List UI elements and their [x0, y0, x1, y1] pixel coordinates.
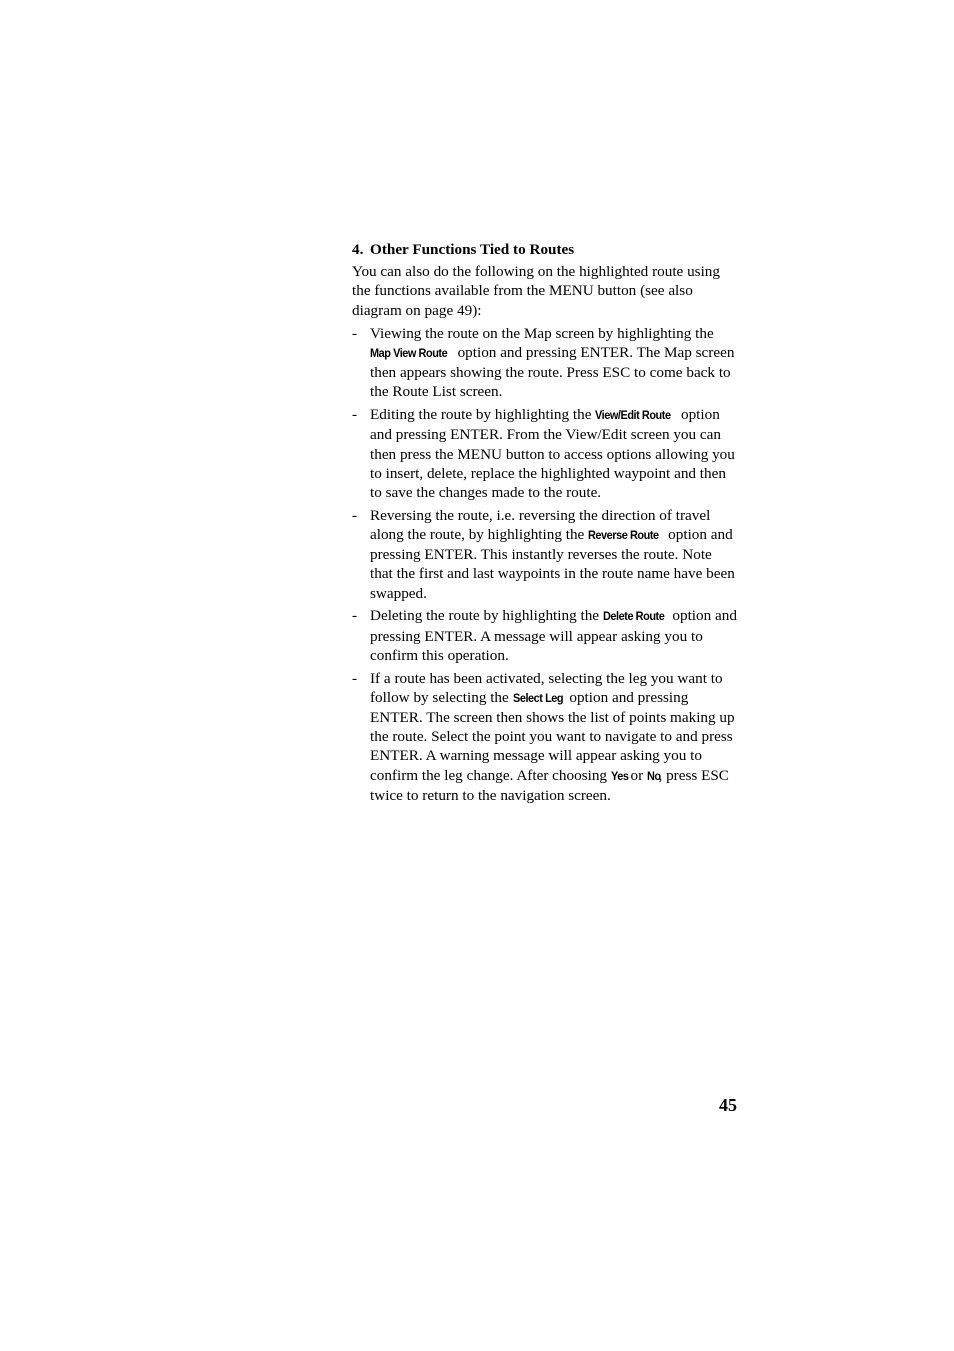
list-item-view-edit [352, 405, 738, 502]
option-no: No [646, 768, 661, 783]
option-view-edit-route: View/Edit Route [595, 408, 671, 423]
item-text-before: Viewing the route on the Map screen by highlighting the [370, 324, 714, 342]
item-text-end: , press ESC twice to return to the navigation screen. [370, 766, 729, 804]
item-text-after: option and pressing ENTER. The Map screen then appears showing the route. Press ESC to come back to the Route List screen. [370, 344, 735, 401]
intro-paragraph: You can also do the following on the highlighted route using the functions available from the MENU button (see also diagram on page 49): [352, 263, 720, 319]
option-map-view-route: Map View Route [370, 346, 448, 361]
option-reverse-route: Reverse Route [588, 528, 659, 543]
page-content [352, 240, 738, 809]
item-text-after: option and pressing ENTER. From the View/Edit screen you can then press the MENU button to access options allowing you to insert, delete, replace the highlighted waypoint and then to save the changes made to the route. [370, 406, 735, 502]
section-heading [352, 240, 738, 259]
item-text-after: option and pressing ENTER. A message will appear asking you to confirm this operation. [370, 607, 737, 664]
option-yes: Yes [610, 768, 629, 783]
list-item-map-view [352, 324, 738, 402]
item-text-before: Deleting the route by highlighting the [370, 607, 603, 625]
section-title: Other Functions Tied to Routes [370, 241, 575, 258]
list-item-reverse [352, 506, 738, 603]
item-text-after: option and pressing ENTER. This instantly reverses the route. Note that the first and last waypoints in the route name have been swapped. [370, 526, 735, 602]
item-text-before: Reversing the route, i.e. reversing the direction of travel along the route, by highlighting the [370, 506, 711, 544]
item-text-before: Editing the route by highlighting the [370, 406, 596, 424]
option-delete-route: Delete Route [602, 609, 665, 624]
section-number: 4. [352, 241, 364, 258]
item-text-after: option and pressing ENTER. The screen then shows the list of points making up the route. Select the point you want to navigate to and press ENTER. A warning message will appear asking you to confirm the leg change. After choosing [370, 688, 735, 784]
item-text-middle: or [626, 766, 647, 784]
list-item-delete [352, 606, 738, 665]
item-text-before: If a route has been activated, selecting the leg you want to follow by selecting the [370, 669, 723, 706]
list-dash: - [352, 324, 358, 342]
list-dash: - [352, 669, 358, 687]
list-dash: - [352, 607, 358, 625]
list-item-select-leg [352, 669, 738, 805]
list-dash: - [352, 406, 358, 424]
list-dash: - [352, 506, 358, 524]
option-select-leg: Select Leg [512, 690, 563, 705]
page-number: 45 [719, 1095, 737, 1115]
